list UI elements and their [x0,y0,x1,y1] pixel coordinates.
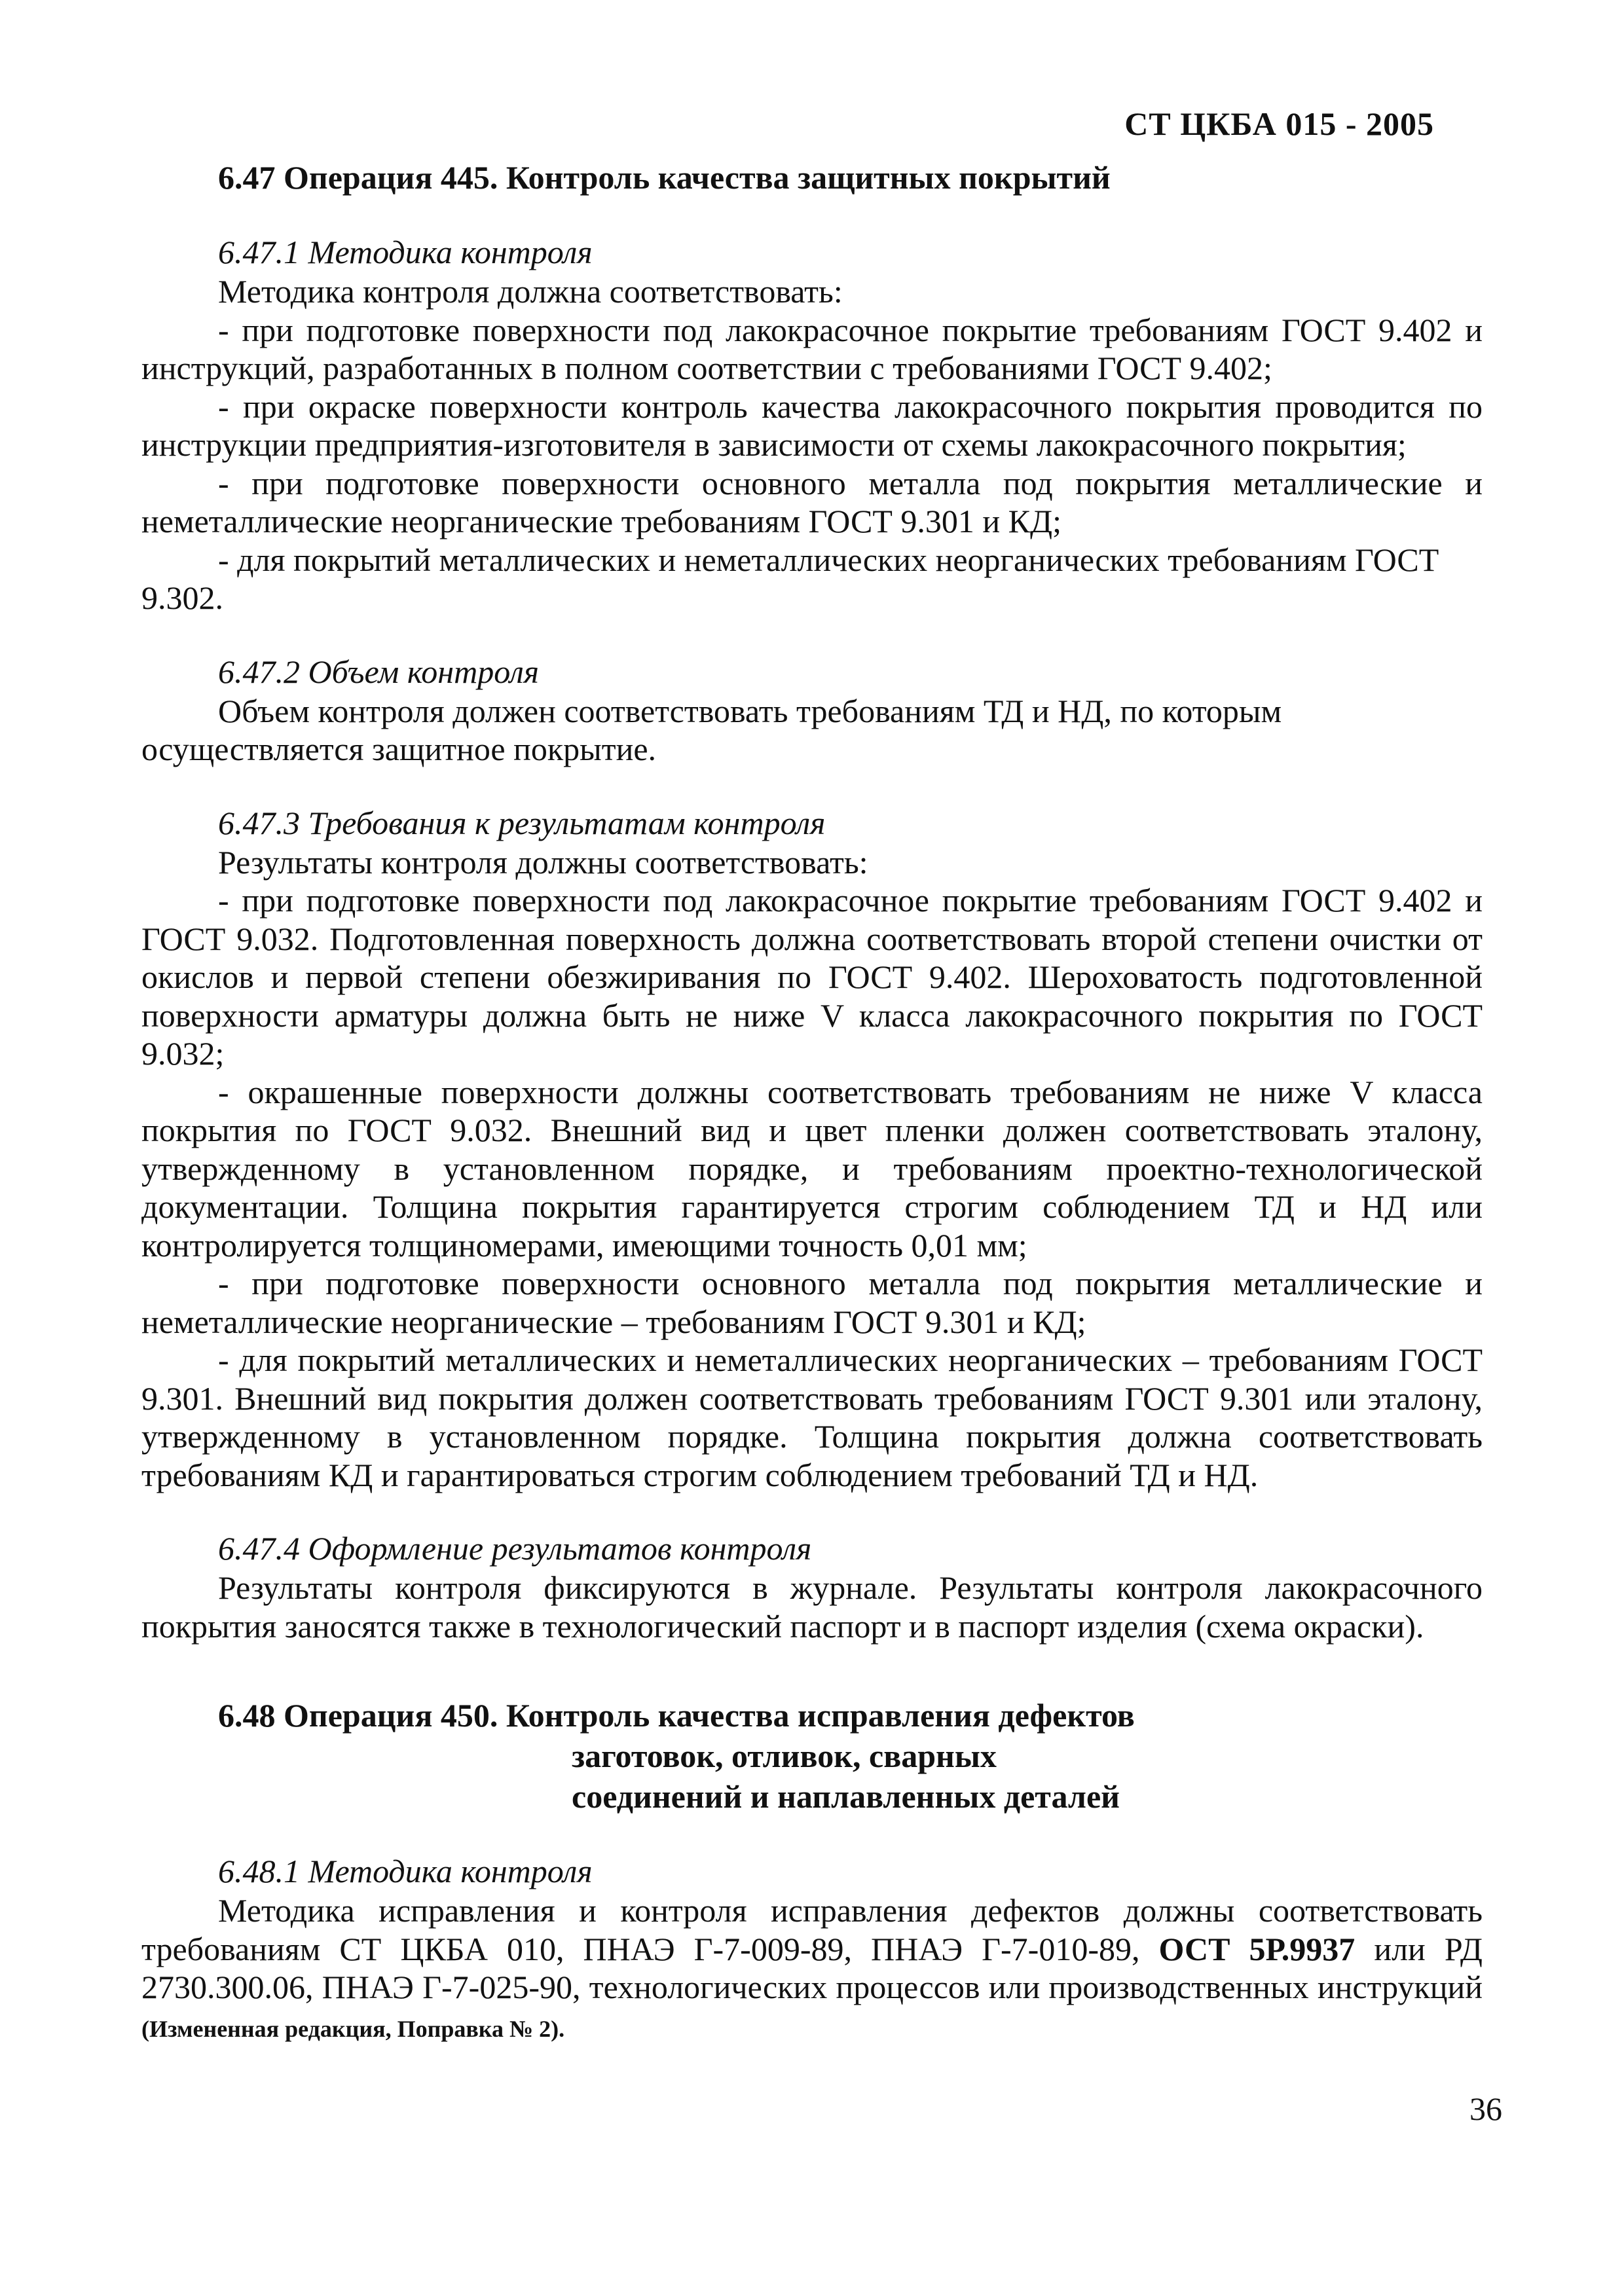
section-6481-text: или РД 2730.300.06, ПНАЭ Г-7-025-90, технологических процессов или производственных инструкций [141,1930,1483,2005]
page-content [141,157,1483,2048]
section-647-title: 6.47 Операция 445. Контроль качества защитных покрытий [218,159,1111,196]
section-6471-para: - для покрытий металлических и неметаллических неорганических требованиям ГОСТ 9.302. [141,541,1439,616]
section-6473-title: 6.47.3 Требования к результатам контроля [218,804,826,841]
section-648-title-line: 6.48 Операция 450. Контроль качества исправления дефектов [218,1697,1135,1734]
section-6472-title: 6.47.2 Объем контроля [218,653,540,690]
section-6473-para: - окрашенные поверхности должны соответствовать требованиям не ниже V класса покрытия по ГОСТ 9.032. Внешний вид и цвет пленки должен соответствовать эталону, утвержденному в установленном порядке, и требованиям проектно-технологической документации. Толщина покрытия гарантируется строгим соблюдением ТД и НД или контролируется толщиномерами, имеющими точность 0,01 мм; [141,1073,1483,1264]
section-6471-title: 6.47.1 Методика контроля [218,234,593,270]
section-6481-bold-ref: ОСТ 5Р.9937 [1158,1930,1356,1967]
section-6481-title: 6.48.1 Методика контроля [218,1853,593,1889]
amendment-note: (Измененная редакция, Поправка № 2). [141,2015,565,2042]
section-6473-para: - для покрытий металлических и неметаллических неорганических – требованиям ГОСТ 9.301. Внешний вид покрытия должен соответствовать требованиям ГОСТ 9.301 или эталону, утвержденному в установленном порядке. Толщина покрытия должна соответствовать требованиям КД и гарантироваться строгим соблюдением требований ТД и НД. [141,1341,1483,1493]
section-6473-para: - при подготовке поверхности основного металла под покрытия металлические и неметаллические неорганические – требованиям ГОСТ 9.301 и КД; [141,1265,1483,1340]
section-6481-text: Методика исправления и контроля исправления дефектов должны соответствовать требованиям СТ ЦКБА 010, ПНАЭ Г-7-009-89, ПНАЭ Г-7-010-89, [141,1892,1483,1967]
section-648-title-line: заготовок, отливок, сварных [572,1738,997,1774]
section-6472-para: Объем контроля должен соответствовать требованиям ТД и НД, по которым осуществляется защитное покрытие. [141,692,1282,767]
document-code: СТ ЦКБА 015 - 2005 [1124,105,1434,142]
section-648-title-line: соединений и наплавленных деталей [572,1778,1120,1815]
section-6474-para: Результаты контроля фиксируются в журнале. Результаты контроля лакокрасочного покрытия заносятся также в технологический паспорт и в паспорт изделия (схема окраски). [141,1569,1483,1645]
section-6471-para: - при подготовке поверхности основного металла под покрытия металлические и неметаллические неорганические требованиям ГОСТ 9.301 и КД; [141,464,1483,539]
section-6481-para [141,1891,1483,2048]
section-6474-title: 6.47.4 Оформление результатов контроля [218,1530,812,1567]
section-6473-para: Результаты контроля должны соответствовать: [218,843,868,881]
section-6473-para: - при подготовке поверхности под лакокрасочное покрытие требованиям ГОСТ 9.402 и ГОСТ 9.032. Подготовленная поверхность должна соответствовать второй степени очистки от окислов и первой степени обезжиривания по ГОСТ 9.402. Шероховатость подготовленной поверхности арматуры должна быть не ниже V класса лакокрасочного покрытия по ГОСТ 9.032; [141,882,1483,1072]
section-6471-para: - при окраске поверхности контроль качества лакокрасочного покрытия проводится по инструкции предприятия-изготовителя в зависимости от схемы лакокрасочного покрытия; [141,388,1483,463]
section-6471-para: Методика контроля должна соответствовать: [218,273,843,310]
page-number: 36 [1469,2090,1502,2127]
section-6471-para: - при подготовке поверхности под лакокрасочное покрытие требованиям ГОСТ 9.402 и инструкций, разработанных в полном соответствии с требованиями ГОСТ 9.402; [141,311,1483,386]
section-648-title [141,1695,1483,1817]
